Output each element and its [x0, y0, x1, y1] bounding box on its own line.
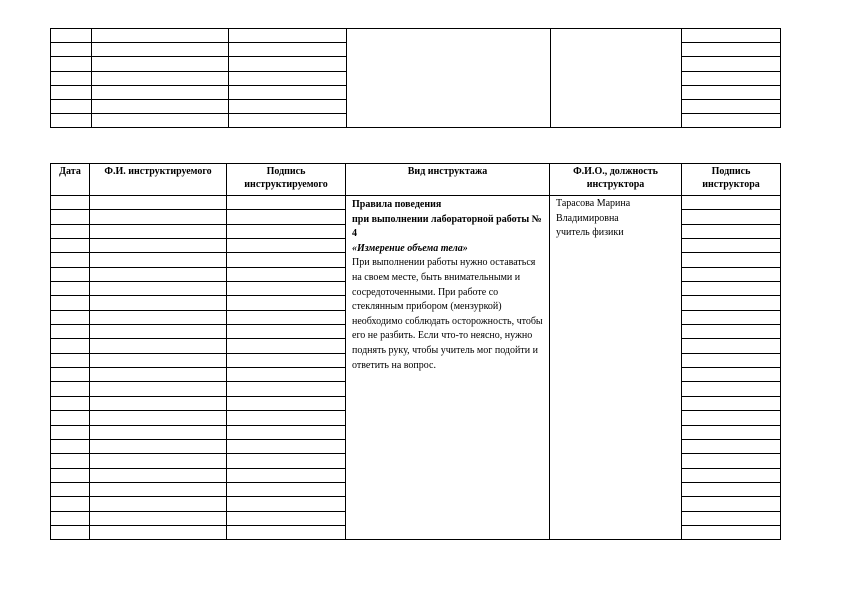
trainee-name-cell — [90, 253, 227, 267]
date-cell — [51, 339, 90, 353]
table-cell — [229, 29, 347, 43]
instructor-signature-cell — [682, 425, 781, 439]
date-cell — [51, 368, 90, 382]
trainee-signature-cell — [227, 196, 346, 210]
trainee-signature-cell — [227, 439, 346, 453]
trainee-name-cell — [90, 224, 227, 238]
header-date: Дата — [51, 164, 90, 196]
instructor-signature-cell — [682, 511, 781, 525]
trainee-signature-cell — [227, 267, 346, 281]
instruction-text-cell — [346, 196, 550, 540]
trainee-name-cell — [90, 325, 227, 339]
trainee-signature-cell — [227, 282, 346, 296]
trainee-name-cell — [90, 525, 227, 539]
header-trainee-signature: Подпись инструктируемого — [227, 164, 346, 196]
header-instruction-type: Вид инструктажа — [346, 164, 550, 196]
instructor-signature-cell — [682, 368, 781, 382]
instructor-signature-cell — [682, 382, 781, 396]
trainee-name-cell — [90, 339, 227, 353]
trainee-signature-cell — [227, 497, 346, 511]
trainee-name-cell — [90, 267, 227, 281]
date-cell — [51, 382, 90, 396]
trainee-signature-cell — [227, 210, 346, 224]
trainee-signature-cell — [227, 468, 346, 482]
trainee-signature-cell — [227, 296, 346, 310]
trainee-signature-cell — [227, 396, 346, 410]
date-cell — [51, 325, 90, 339]
date-cell — [51, 497, 90, 511]
instructor-signature-cell — [682, 525, 781, 539]
trainee-name-cell — [90, 511, 227, 525]
date-cell — [51, 196, 90, 210]
instructor-signature-cell — [682, 282, 781, 296]
instructor-position: учитель физики — [556, 227, 624, 239]
trainee-signature-cell — [227, 325, 346, 339]
trainee-signature-cell — [227, 253, 346, 267]
header-row — [51, 164, 781, 196]
date-cell — [51, 425, 90, 439]
journal-table-main — [50, 163, 781, 540]
trainee-signature-cell — [227, 425, 346, 439]
instructor-signature-cell — [682, 239, 781, 253]
date-cell — [51, 296, 90, 310]
trainee-signature-cell — [227, 353, 346, 367]
instruction-title-line1: Правила поведения — [352, 199, 442, 210]
trainee-signature-cell — [227, 339, 346, 353]
trainee-signature-cell — [227, 525, 346, 539]
trainee-signature-cell — [227, 482, 346, 496]
date-cell — [51, 439, 90, 453]
date-cell — [51, 396, 90, 410]
header-instructor-name: Ф.И.О., должность инструктора — [550, 164, 682, 196]
trainee-name-cell — [90, 196, 227, 210]
trainee-signature-cell — [227, 411, 346, 425]
trainee-signature-cell — [227, 224, 346, 238]
date-cell — [51, 267, 90, 281]
date-cell — [51, 353, 90, 367]
instructor-signature-cell — [682, 482, 781, 496]
instructor-signature-cell — [682, 325, 781, 339]
instructor-signature-cell — [682, 253, 781, 267]
trainee-signature-cell — [227, 382, 346, 396]
date-cell — [51, 210, 90, 224]
instructor-signature-cell — [682, 267, 781, 281]
header-instructor-signature: Подпись инструктора — [682, 164, 781, 196]
instructor-signature-cell — [682, 396, 781, 410]
trainee-name-cell — [90, 368, 227, 382]
table-cell — [92, 29, 229, 43]
instructor-signature-cell — [682, 224, 781, 238]
instructor-info-cell — [550, 196, 682, 540]
instruction-body: При выполнении работы нужно оставаться на своем месте, быть внимательными и сосредоточенными. При работе со стеклянным прибором (мензуркой) необходимо соблюдать осторожность, чтобы его не разбить. Если что-то неясно, нужно поднять руку, чтобы учитель мог подойти и ответить на вопрос. — [352, 257, 543, 371]
instructor-signature-cell — [682, 310, 781, 324]
trainee-name-cell — [90, 210, 227, 224]
instructor-signature-cell — [682, 468, 781, 482]
date-cell — [51, 282, 90, 296]
instructor-cell-top — [551, 29, 682, 128]
trainee-name-cell — [90, 296, 227, 310]
trainee-name-cell — [90, 439, 227, 453]
instructor-signature-cell — [682, 196, 781, 210]
table-row — [51, 196, 781, 210]
trainee-name-cell — [90, 482, 227, 496]
trainee-name-cell — [90, 382, 227, 396]
journal-table-top — [50, 28, 781, 128]
trainee-name-cell — [90, 353, 227, 367]
trainee-name-cell — [90, 454, 227, 468]
instructor-name: Тарасова Марина Владимировна — [556, 198, 631, 224]
instructor-signature-cell — [682, 411, 781, 425]
trainee-signature-cell — [227, 368, 346, 382]
trainee-name-cell — [90, 411, 227, 425]
trainee-name-cell — [90, 239, 227, 253]
trainee-name-cell — [90, 282, 227, 296]
instructor-signature-cell — [682, 296, 781, 310]
date-cell — [51, 525, 90, 539]
instructor-signature-cell — [682, 339, 781, 353]
table-cell — [682, 29, 781, 43]
instructor-signature-cell — [682, 454, 781, 468]
trainee-name-cell — [90, 310, 227, 324]
table-cell — [51, 29, 92, 43]
date-cell — [51, 253, 90, 267]
header-trainee-name: Ф.И. инструктируемого — [90, 164, 227, 196]
trainee-signature-cell — [227, 310, 346, 324]
table-row — [51, 29, 781, 43]
trainee-name-cell — [90, 497, 227, 511]
date-cell — [51, 239, 90, 253]
instructor-signature-cell — [682, 439, 781, 453]
trainee-signature-cell — [227, 454, 346, 468]
trainee-name-cell — [90, 468, 227, 482]
date-cell — [51, 310, 90, 324]
instruction-title-italic: «Измерение объема тела» — [352, 242, 468, 254]
trainee-name-cell — [90, 396, 227, 410]
date-cell — [51, 224, 90, 238]
trainee-name-cell — [90, 425, 227, 439]
instructor-signature-cell — [682, 210, 781, 224]
date-cell — [51, 511, 90, 525]
trainee-signature-cell — [227, 239, 346, 253]
instructor-signature-cell — [682, 353, 781, 367]
trainee-signature-cell — [227, 511, 346, 525]
instruction-title-line2: при выполнении лабораторной работы № 4 — [352, 213, 542, 240]
instruction-type-cell-top — [347, 29, 551, 128]
instructor-signature-cell — [682, 497, 781, 511]
date-cell — [51, 468, 90, 482]
date-cell — [51, 454, 90, 468]
date-cell — [51, 411, 90, 425]
date-cell — [51, 482, 90, 496]
